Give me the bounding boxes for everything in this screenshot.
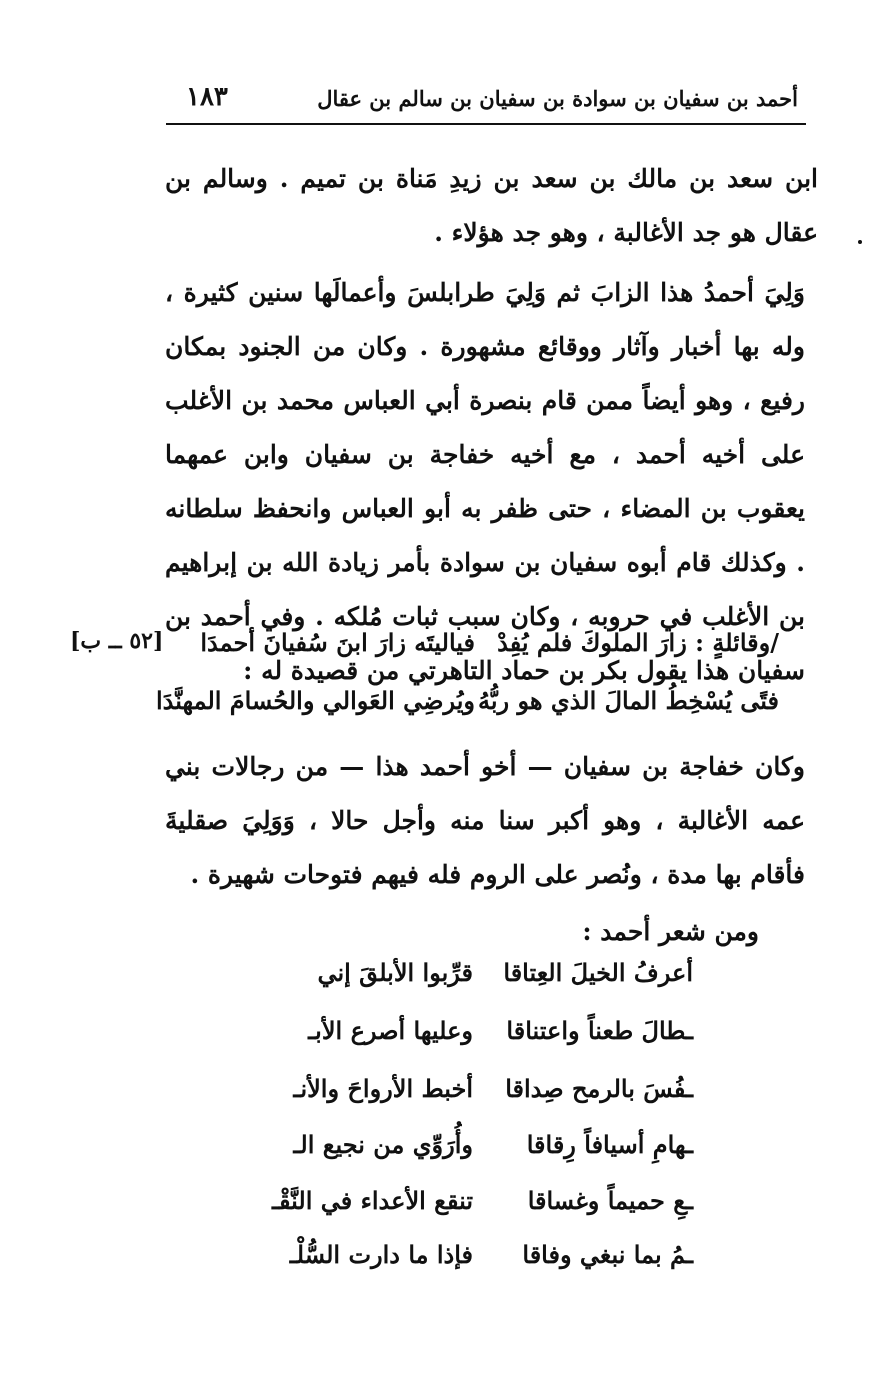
poem-line-3-second: ـفُسَ بالرمح صِداقا <box>505 1074 693 1103</box>
qasida-line-2-second: ويُرضِي العَوالي والحُسامَ المهنَّدَا <box>156 686 475 715</box>
manuscript-folio-ref: [٥٢ ــ ب] <box>70 628 164 654</box>
header-rule <box>166 123 806 125</box>
poem-line-6-second: ـمُ بما نبغي وفاقا <box>522 1240 693 1269</box>
poem-line-5-first: تنقع الأعداء في النَّقْـ <box>272 1186 473 1215</box>
poem-line-2-second: ـطالَ طعناً واعتناقا <box>506 1016 693 1045</box>
qasida-line-2-first: فتًى يُسْخِطُ المالَ الذي هو ربُّهُ <box>477 686 779 715</box>
poem-line-5-second: ـعِ حميماً وغساقا <box>527 1186 693 1215</box>
poem-line-4-first: وأُرَوِّي من نجيع الـ <box>293 1130 473 1159</box>
qasida-line-1-first: /وقائلةٍ : زارَ الملوكَ فلم يُفِدْ <box>497 628 779 657</box>
poem-intro: ومن شعر أحمد : <box>582 917 759 946</box>
qasida-line-1-second: فياليتَه زارَ ابنَ سُفيانَ أحمدَا <box>200 628 475 657</box>
poem-line-4-second: ـهامِ أسيافاً رِقاقا <box>526 1130 693 1159</box>
poem-line-1-second: أعرفُ الخيلَ العِتاقا <box>503 958 693 987</box>
poem-line-2-first: وعليها أصرع الأبـ <box>308 1016 473 1045</box>
running-header <box>166 78 806 124</box>
poem-line-6-first: فإذا ما دارت السُّلْـ <box>289 1240 473 1269</box>
poem-line-3-first: أخبط الأرواحَ والأنـ <box>293 1074 473 1103</box>
poem-line-1-first: قرِّبوا الأبلقَ إني <box>317 958 473 987</box>
paragraph-2: وَلِيَ أحمدُ هذا الزابَ ثم وَلِيَ طرابلسَ وأعمالَها سنين كثيرة ، وله بها أخبار وآثار ووقائع مشهورة . وكان من الجنود بمكان رفيع ، وهو أيضاً ممن قام بنصرة أبي العباس محمد بن الأغلب على أخيه أحمد ، مع أخيه خفاجة بن سفيان وابن عمهما يعقوب بن المضاء ، حتى ظفر به أبو العباس وانحفظ سلطانه . وكذلك قام أبوه سفيان بن سوادة بأمر زيادة الله بن إبراهيم بن الأغلب في حروبه ، وكان سبب ثبات مُلكه . وفي أحمد بن سفيان هذا يقول بكر بن حماد التاهرتي من قصيدة له : <box>165 278 805 685</box>
margin-dot <box>858 240 862 244</box>
paragraph-3: وكان خفاجة بن سفيان — أخو أحمد هذا — من رجالات بني عمه الأغالبة ، وهو أكبر سنا منه وأجل حالا ، وَوَلِيَ صقليةَ فأقام بها مدة ، ونُصر على الروم فله فيهم فتوحات شهيرة . <box>165 752 805 889</box>
paragraph-1: ابن سعد بن مالك بن سعد بن زيدِ مَناة بن تميم . وسالم بن عقال هو جد الأغالبة ، وهو جد هؤلاء . <box>165 164 818 247</box>
running-title: أحمد بن سفيان بن سوادة بن سفيان بن سالم بن عقال <box>317 86 798 111</box>
page-number: ١٨٣ <box>186 82 228 112</box>
